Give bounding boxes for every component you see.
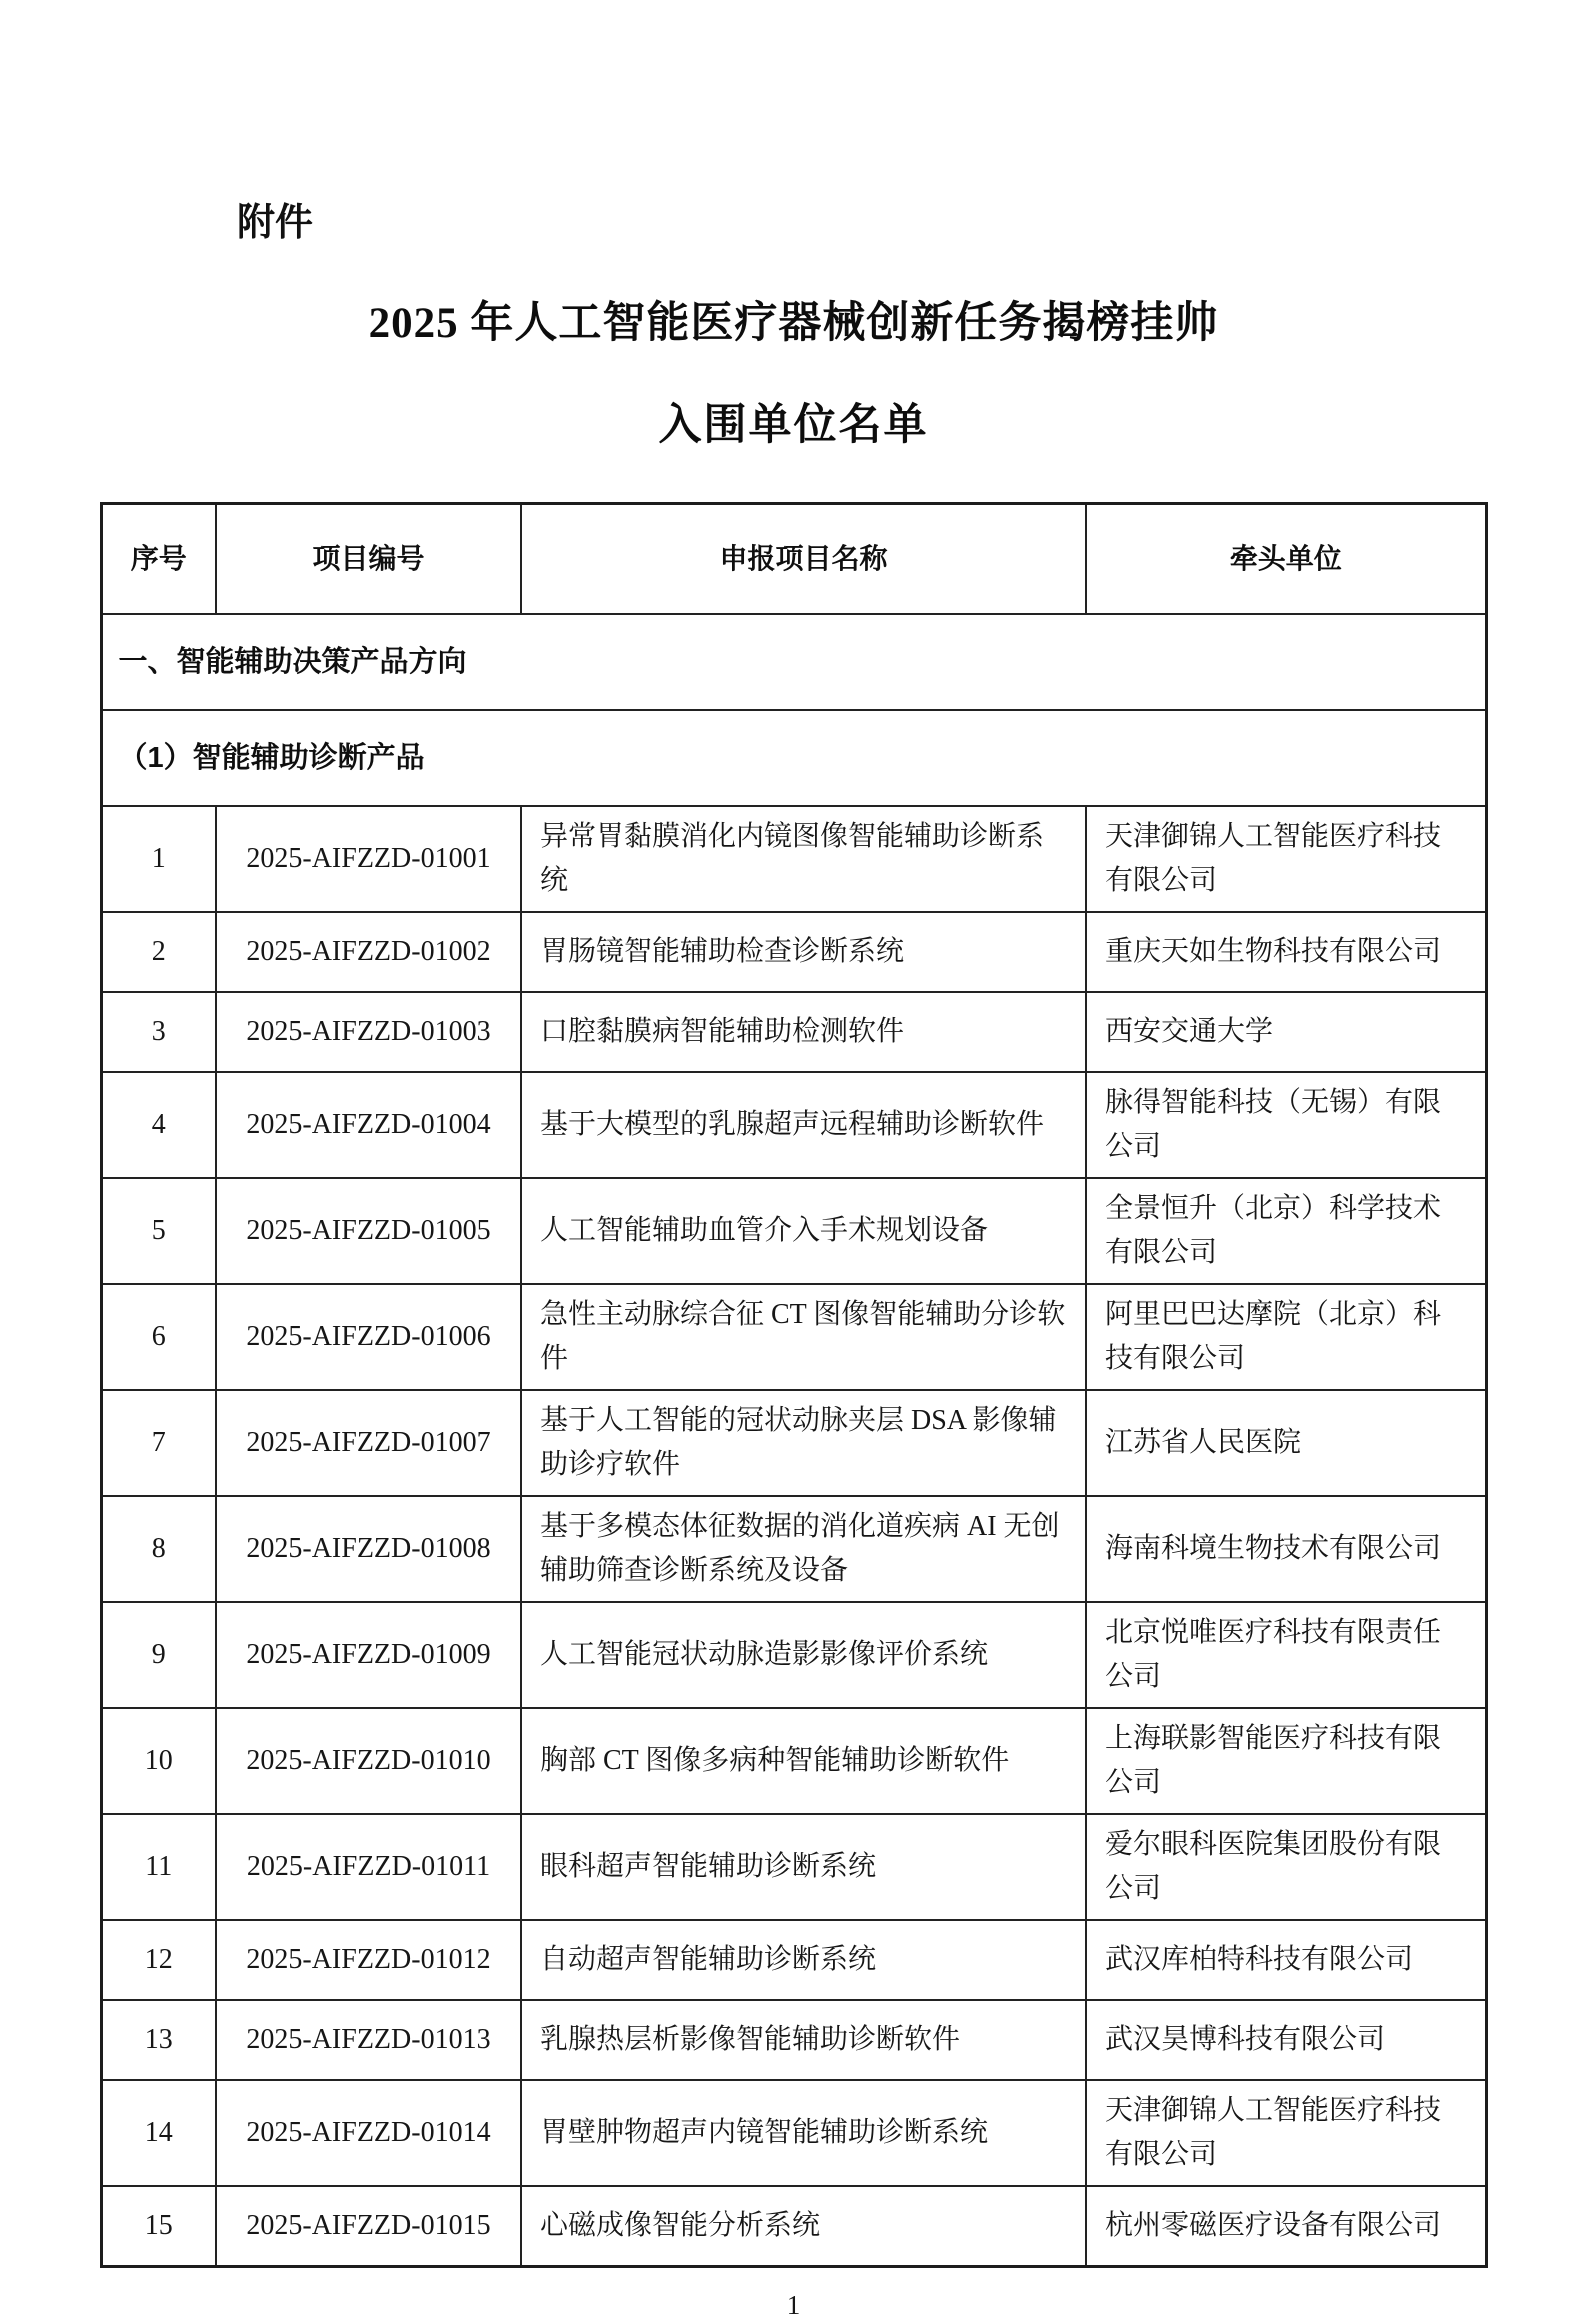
header-project-name: 申报项目名称 — [521, 504, 1086, 615]
project-code-cell: 2025-AIFZZD-01004 — [216, 1072, 521, 1178]
project-code-cell: 2025-AIFZZD-01011 — [216, 1814, 521, 1920]
project-code-cell: 2025-AIFZZD-01012 — [216, 1920, 521, 2000]
project-name-cell: 胃肠镜智能辅助检查诊断系统 — [521, 912, 1086, 992]
table-row — [101, 1814, 1486, 1920]
subsection-title: （1）智能辅助诊断产品 — [101, 710, 1486, 806]
project-code-cell: 2025-AIFZZD-01014 — [216, 2080, 521, 2186]
serial-cell: 9 — [101, 1602, 216, 1708]
serial-cell: 7 — [101, 1390, 216, 1496]
attachment-label: 附件 — [237, 202, 314, 244]
project-name-cell: 心磁成像智能分析系统 — [521, 2186, 1086, 2266]
shortlist-table — [100, 502, 1488, 2268]
table-row — [101, 1072, 1486, 1178]
lead-unit-cell: 爱尔眼科医院集团股份有限公司 — [1086, 1814, 1486, 1920]
lead-unit-cell: 重庆天如生物科技有限公司 — [1086, 912, 1486, 992]
document-title: 2025 年人工智能医疗器械创新任务揭榜挂帅 — [368, 300, 1219, 347]
serial-cell: 5 — [101, 1178, 216, 1284]
table-row — [101, 1602, 1486, 1708]
project-name-cell: 口腔黏膜病智能辅助检测软件 — [521, 992, 1086, 1072]
header-serial: 序号 — [101, 504, 216, 615]
serial-cell: 1 — [101, 806, 216, 912]
project-name-cell: 急性主动脉综合征 CT 图像智能辅助分诊软件 — [521, 1284, 1086, 1390]
project-code-cell: 2025-AIFZZD-01009 — [216, 1602, 521, 1708]
project-name-cell: 基于人工智能的冠状动脉夹层 DSA 影像辅助诊疗软件 — [521, 1390, 1086, 1496]
lead-unit-cell: 海南科境生物技术有限公司 — [1086, 1496, 1486, 1602]
lead-unit-cell: 北京悦唯医疗科技有限责任公司 — [1086, 1602, 1486, 1708]
project-name-cell: 自动超声智能辅助诊断系统 — [521, 1920, 1086, 2000]
table-row — [101, 2080, 1486, 2186]
table-row — [101, 1920, 1486, 2000]
table-row — [101, 912, 1486, 992]
project-code-cell: 2025-AIFZZD-01005 — [216, 1178, 521, 1284]
serial-cell: 8 — [101, 1496, 216, 1602]
serial-cell: 2 — [101, 912, 216, 992]
project-code-cell: 2025-AIFZZD-01003 — [216, 992, 521, 1072]
lead-unit-cell: 江苏省人民医院 — [1086, 1390, 1486, 1496]
lead-unit-cell: 武汉昊博科技有限公司 — [1086, 2000, 1486, 2080]
section-row — [101, 614, 1486, 710]
lead-unit-cell: 西安交通大学 — [1086, 992, 1486, 1072]
serial-cell: 11 — [101, 1814, 216, 1920]
lead-unit-cell: 天津御锦人工智能医疗科技有限公司 — [1086, 806, 1486, 912]
lead-unit-cell: 全景恒升（北京）科学技术有限公司 — [1086, 1178, 1486, 1284]
section-title: 一、智能辅助决策产品方向 — [101, 614, 1486, 710]
serial-cell: 12 — [101, 1920, 216, 2000]
project-name-cell: 基于多模态体征数据的消化道疾病 AI 无创辅助筛查诊断系统及设备 — [521, 1496, 1086, 1602]
serial-cell: 10 — [101, 1708, 216, 1814]
project-code-cell: 2025-AIFZZD-01015 — [216, 2186, 521, 2266]
table-row — [101, 1284, 1486, 1390]
lead-unit-cell: 脉得智能科技（无锡）有限公司 — [1086, 1072, 1486, 1178]
table-header-row — [101, 504, 1486, 615]
table-row — [101, 1178, 1486, 1284]
project-code-cell: 2025-AIFZZD-01002 — [216, 912, 521, 992]
project-code-cell: 2025-AIFZZD-01001 — [216, 806, 521, 912]
header-lead-unit: 牵头单位 — [1086, 504, 1486, 615]
lead-unit-cell: 天津御锦人工智能医疗科技有限公司 — [1086, 2080, 1486, 2186]
project-name-cell: 异常胃黏膜消化内镜图像智能辅助诊断系统 — [521, 806, 1086, 912]
table-row — [101, 2186, 1486, 2266]
project-code-cell: 2025-AIFZZD-01006 — [216, 1284, 521, 1390]
table-row — [101, 1496, 1486, 1602]
subsection-row — [101, 710, 1486, 806]
table-row — [101, 2000, 1486, 2080]
serial-cell: 3 — [101, 992, 216, 1072]
header-project-code: 项目编号 — [216, 504, 521, 615]
table-row — [101, 1390, 1486, 1496]
project-name-cell: 人工智能冠状动脉造影影像评价系统 — [521, 1602, 1086, 1708]
project-name-cell: 胃壁肿物超声内镜智能辅助诊断系统 — [521, 2080, 1086, 2186]
serial-cell: 15 — [101, 2186, 216, 2266]
lead-unit-cell: 武汉库柏特科技有限公司 — [1086, 1920, 1486, 2000]
lead-unit-cell: 杭州零磁医疗设备有限公司 — [1086, 2186, 1486, 2266]
project-code-cell: 2025-AIFZZD-01010 — [216, 1708, 521, 1814]
project-name-cell: 眼科超声智能辅助诊断系统 — [521, 1814, 1086, 1920]
page-number: 1 — [786, 2289, 801, 2320]
project-code-cell: 2025-AIFZZD-01007 — [216, 1390, 521, 1496]
table-row — [101, 1708, 1486, 1814]
project-name-cell: 胸部 CT 图像多病种智能辅助诊断软件 — [521, 1708, 1086, 1814]
project-code-cell: 2025-AIFZZD-01008 — [216, 1496, 521, 1602]
document-subtitle: 入围单位名单 — [658, 402, 929, 449]
project-code-cell: 2025-AIFZZD-01013 — [216, 2000, 521, 2080]
serial-cell: 14 — [101, 2080, 216, 2186]
lead-unit-cell: 上海联影智能医疗科技有限公司 — [1086, 1708, 1486, 1814]
project-name-cell: 基于大模型的乳腺超声远程辅助诊断软件 — [521, 1072, 1086, 1178]
serial-cell: 13 — [101, 2000, 216, 2080]
table-row — [101, 806, 1486, 912]
serial-cell: 4 — [101, 1072, 216, 1178]
project-name-cell: 人工智能辅助血管介入手术规划设备 — [521, 1178, 1086, 1284]
lead-unit-cell: 阿里巴巴达摩院（北京）科技有限公司 — [1086, 1284, 1486, 1390]
serial-cell: 6 — [101, 1284, 216, 1390]
table-row — [101, 992, 1486, 1072]
project-name-cell: 乳腺热层析影像智能辅助诊断软件 — [521, 2000, 1086, 2080]
